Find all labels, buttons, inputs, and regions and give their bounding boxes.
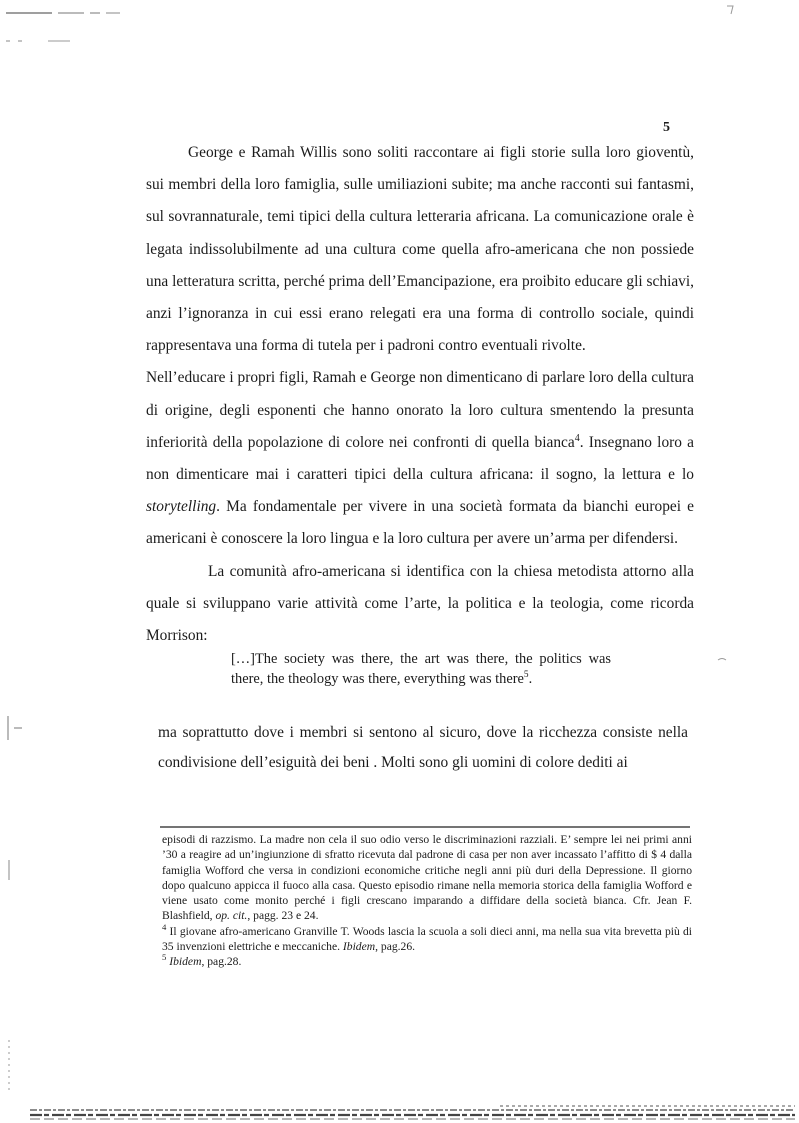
- footnote-italic: Ibidem: [169, 955, 202, 969]
- quote-end: .: [528, 670, 533, 687]
- footnote-text: episodi di razzismo. La madre non cela il suo odio verso le discriminazioni razziali. E’ sempre lei nei primi anni ’30 a reagire ad un’ingiunzione di sfratto ricevuta dal padrone di casa per non aver incassato l’affitto di $ 4 dalla famiglia Wofford che versa in condizioni economiche critiche negli anni più duri della Depressione. Il giorno dopo qualcuno appicca il fuoco alla casa. Questo episodio rimane nella memoria storica della famiglia Wofford e viene usato come monito perché i figli crescano imparando a diffidare della società bianca. Cfr. Jean F. Blashfield,: [162, 833, 692, 923]
- footnote-continued: [162, 832, 692, 924]
- footnote-4: [162, 921, 692, 955]
- footnote-number: 5: [162, 952, 167, 963]
- paragraph-text: Nell’educare i propri figli, Ramah e George non dimenticano di parlare loro della cultura di origine, degli esponenti che hanno onorato la loro cultura smentendo la presunta inferiorità della popolazione di colore nei confronti di quella bianca: [146, 369, 694, 451]
- block-quote: [231, 650, 611, 689]
- paragraph-oral-tradition: George e Ramah Willis sono soliti raccontare ai figli storie sulla loro gioventù, sui membri della loro famiglia, sulle umiliazioni subite; ma anche racconti sui fantasmi, sul sovrannaturale, temi tipici della cultura letteraria africana. La comunicazione orale è legata indissolubilmente ad una cultura come quella afro-americana che non possiede una letteratura scritta, perché prima dell’Emancipazione, era proibito educare gli schiavi, anzi l’ignoranza in cui essi erano relegati era una forma di controllo sociale, quindi rappresentava una forma di tutela per i padroni contro eventuali rivolte.: [146, 144, 694, 355]
- footnote-5: [162, 954, 692, 969]
- footnote-italic: Ibidem: [342, 940, 376, 954]
- quote-text: […]The society was there, the art was there, the politics was there, the theology was there, everything was there: [231, 651, 611, 687]
- scan-corner-mark: [727, 6, 733, 14]
- page-number: 5: [663, 120, 670, 135]
- main-text: [146, 137, 694, 652]
- footnote-text: , pagg. 23 e 24.: [247, 909, 319, 923]
- scan-speck: [718, 659, 726, 661]
- footnote-reference: 5: [523, 669, 529, 680]
- paragraph-text: . Insegnano loro a non dimenticare mai i caratteri tipici della cultura africana: il sogno, la lettura e lo: [146, 433, 694, 484]
- footnotes: [162, 832, 692, 970]
- paragraph-security: ma soprattutto dove i membri si sentono al sicuro, dove la ricchezza consiste nella condivisione dell’esiguità dei beni . Molti sono gli uomini di colore dediti ai: [158, 724, 688, 771]
- paragraph-education: [146, 362, 694, 555]
- footnote-italic: op. cit.: [215, 909, 248, 923]
- footnote-text: , pag.28.: [201, 955, 242, 969]
- footnote-number: 4: [162, 921, 167, 932]
- footnote-reference: 4: [574, 432, 580, 444]
- footnote-text: Il giovane afro-americano Granville T. Woods lascia la scuola a soli dieci anni, ma nella sua vita brevetta più di 35 invenzioni elettriche e meccaniche.: [162, 924, 692, 954]
- italic-term: storytelling: [146, 498, 217, 516]
- paragraph-community: La comunità afro-americana si identifica con la chiesa metodista attorno alla quale si sviluppano varie attività come l’arte, la politica e la teologia, come ricorda Morrison:: [146, 562, 694, 645]
- footnote-text: , pag.26.: [375, 940, 416, 954]
- paragraph-text: . Ma fondamentale per vivere in una società formata da bianchi europei e americani è conoscere la loro lingua e la loro cultura per avere un’arma per difendersi.: [146, 498, 694, 548]
